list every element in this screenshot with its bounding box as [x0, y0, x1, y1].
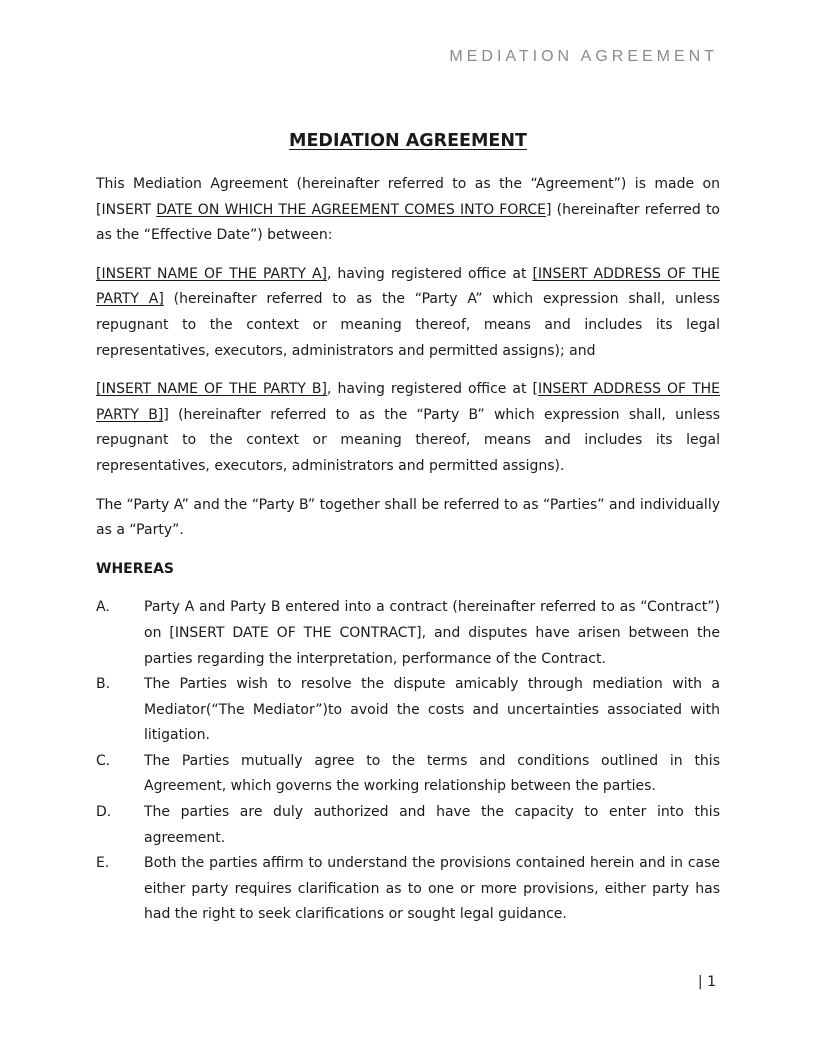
document-title	[96, 128, 720, 154]
recital-text: The Parties mutually agree to the terms and conditions outlined in this Agreement, which governs the working relationship between the parties.	[144, 752, 720, 795]
intro-text-2: ] (hereinafter referred to as the “Effective Date”) between:	[96, 201, 720, 244]
effective-date-placeholder: DATE ON WHICH THE AGREEMENT COMES INTO FORCE	[156, 201, 547, 218]
party-a-text-1: , having registered office at	[326, 265, 533, 282]
party-b-name-placeholder: [INSERT NAME OF THE PARTY B]	[96, 381, 327, 398]
recital-c	[96, 749, 720, 800]
party-b-text-1: , having registered office at [	[327, 381, 538, 398]
party-b-paragraph	[96, 377, 720, 479]
recital-e	[96, 851, 720, 928]
recital-letter: C.	[96, 752, 111, 769]
party-a-name-placeholder: [INSERT NAME OF THE PARTY A]	[96, 265, 327, 282]
recital-d	[96, 800, 720, 851]
party-b-text-2: ] (hereinafter referred to as the “Party B” which expression shall, unless repugnant to the context or meaning thereof, means and includes its legal representatives, executors, administrators and permitted assigns).	[96, 406, 720, 474]
intro-paragraph	[96, 172, 720, 249]
recital-letter: A.	[96, 599, 110, 616]
party-b-address-placeholder: INSERT ADDRESS OF THE PARTY B]	[96, 381, 720, 423]
recital-letter: D.	[96, 804, 112, 821]
document-body	[96, 128, 720, 928]
page-number: | 1	[697, 974, 716, 990]
party-a-paragraph	[96, 262, 720, 364]
running-header: MEDIATION AGREEMENT	[449, 48, 718, 65]
party-a-address-placeholder: [INSERT ADDRESS OF THE PARTY A]	[96, 265, 720, 308]
parties-definition: The “Party A” and the “Party B” together shall be referred to as “Parties” and individually as a “Party”.	[96, 496, 720, 539]
document-title-text: MEDIATION AGREEMENT	[289, 131, 527, 151]
recital-text: The Parties wish to resolve the dispute amicably through mediation with a Mediator(“The Mediator”)to avoid the costs and uncertainties associated with litigation.	[144, 676, 720, 744]
recital-text: Both the parties affirm to understand the provisions contained herein and in case either party requires clarification as to one or more provisions, either party has had the right to seek clarifications or sought legal guidance.	[144, 855, 720, 923]
recital-text: Party A and Party B entered into a contract (hereinafter referred to as “Contract”) on [INSERT DATE OF THE CONTRACT], and disputes have arisen between the parties regarding the interpretation, performance of the Contract.	[144, 599, 720, 667]
intro-text-1: This Mediation Agreement (hereinafter referred to as the “Agreement”) is made on [INSERT	[96, 176, 720, 218]
recital-text: The parties are duly authorized and have the capacity to enter into this agreement.	[144, 804, 720, 846]
whereas-heading: WHEREAS	[96, 560, 174, 577]
recital-a	[96, 595, 720, 672]
recital-letter: E.	[96, 855, 110, 872]
party-a-text-2: (hereinafter referred to as the “Party A” which expression shall, unless repugnant to the context or meaning thereof, means and includes its legal representatives, executors, administrators and permitted assigns); and	[96, 291, 720, 359]
recital-letter: B.	[96, 676, 111, 693]
recital-b	[96, 672, 720, 749]
